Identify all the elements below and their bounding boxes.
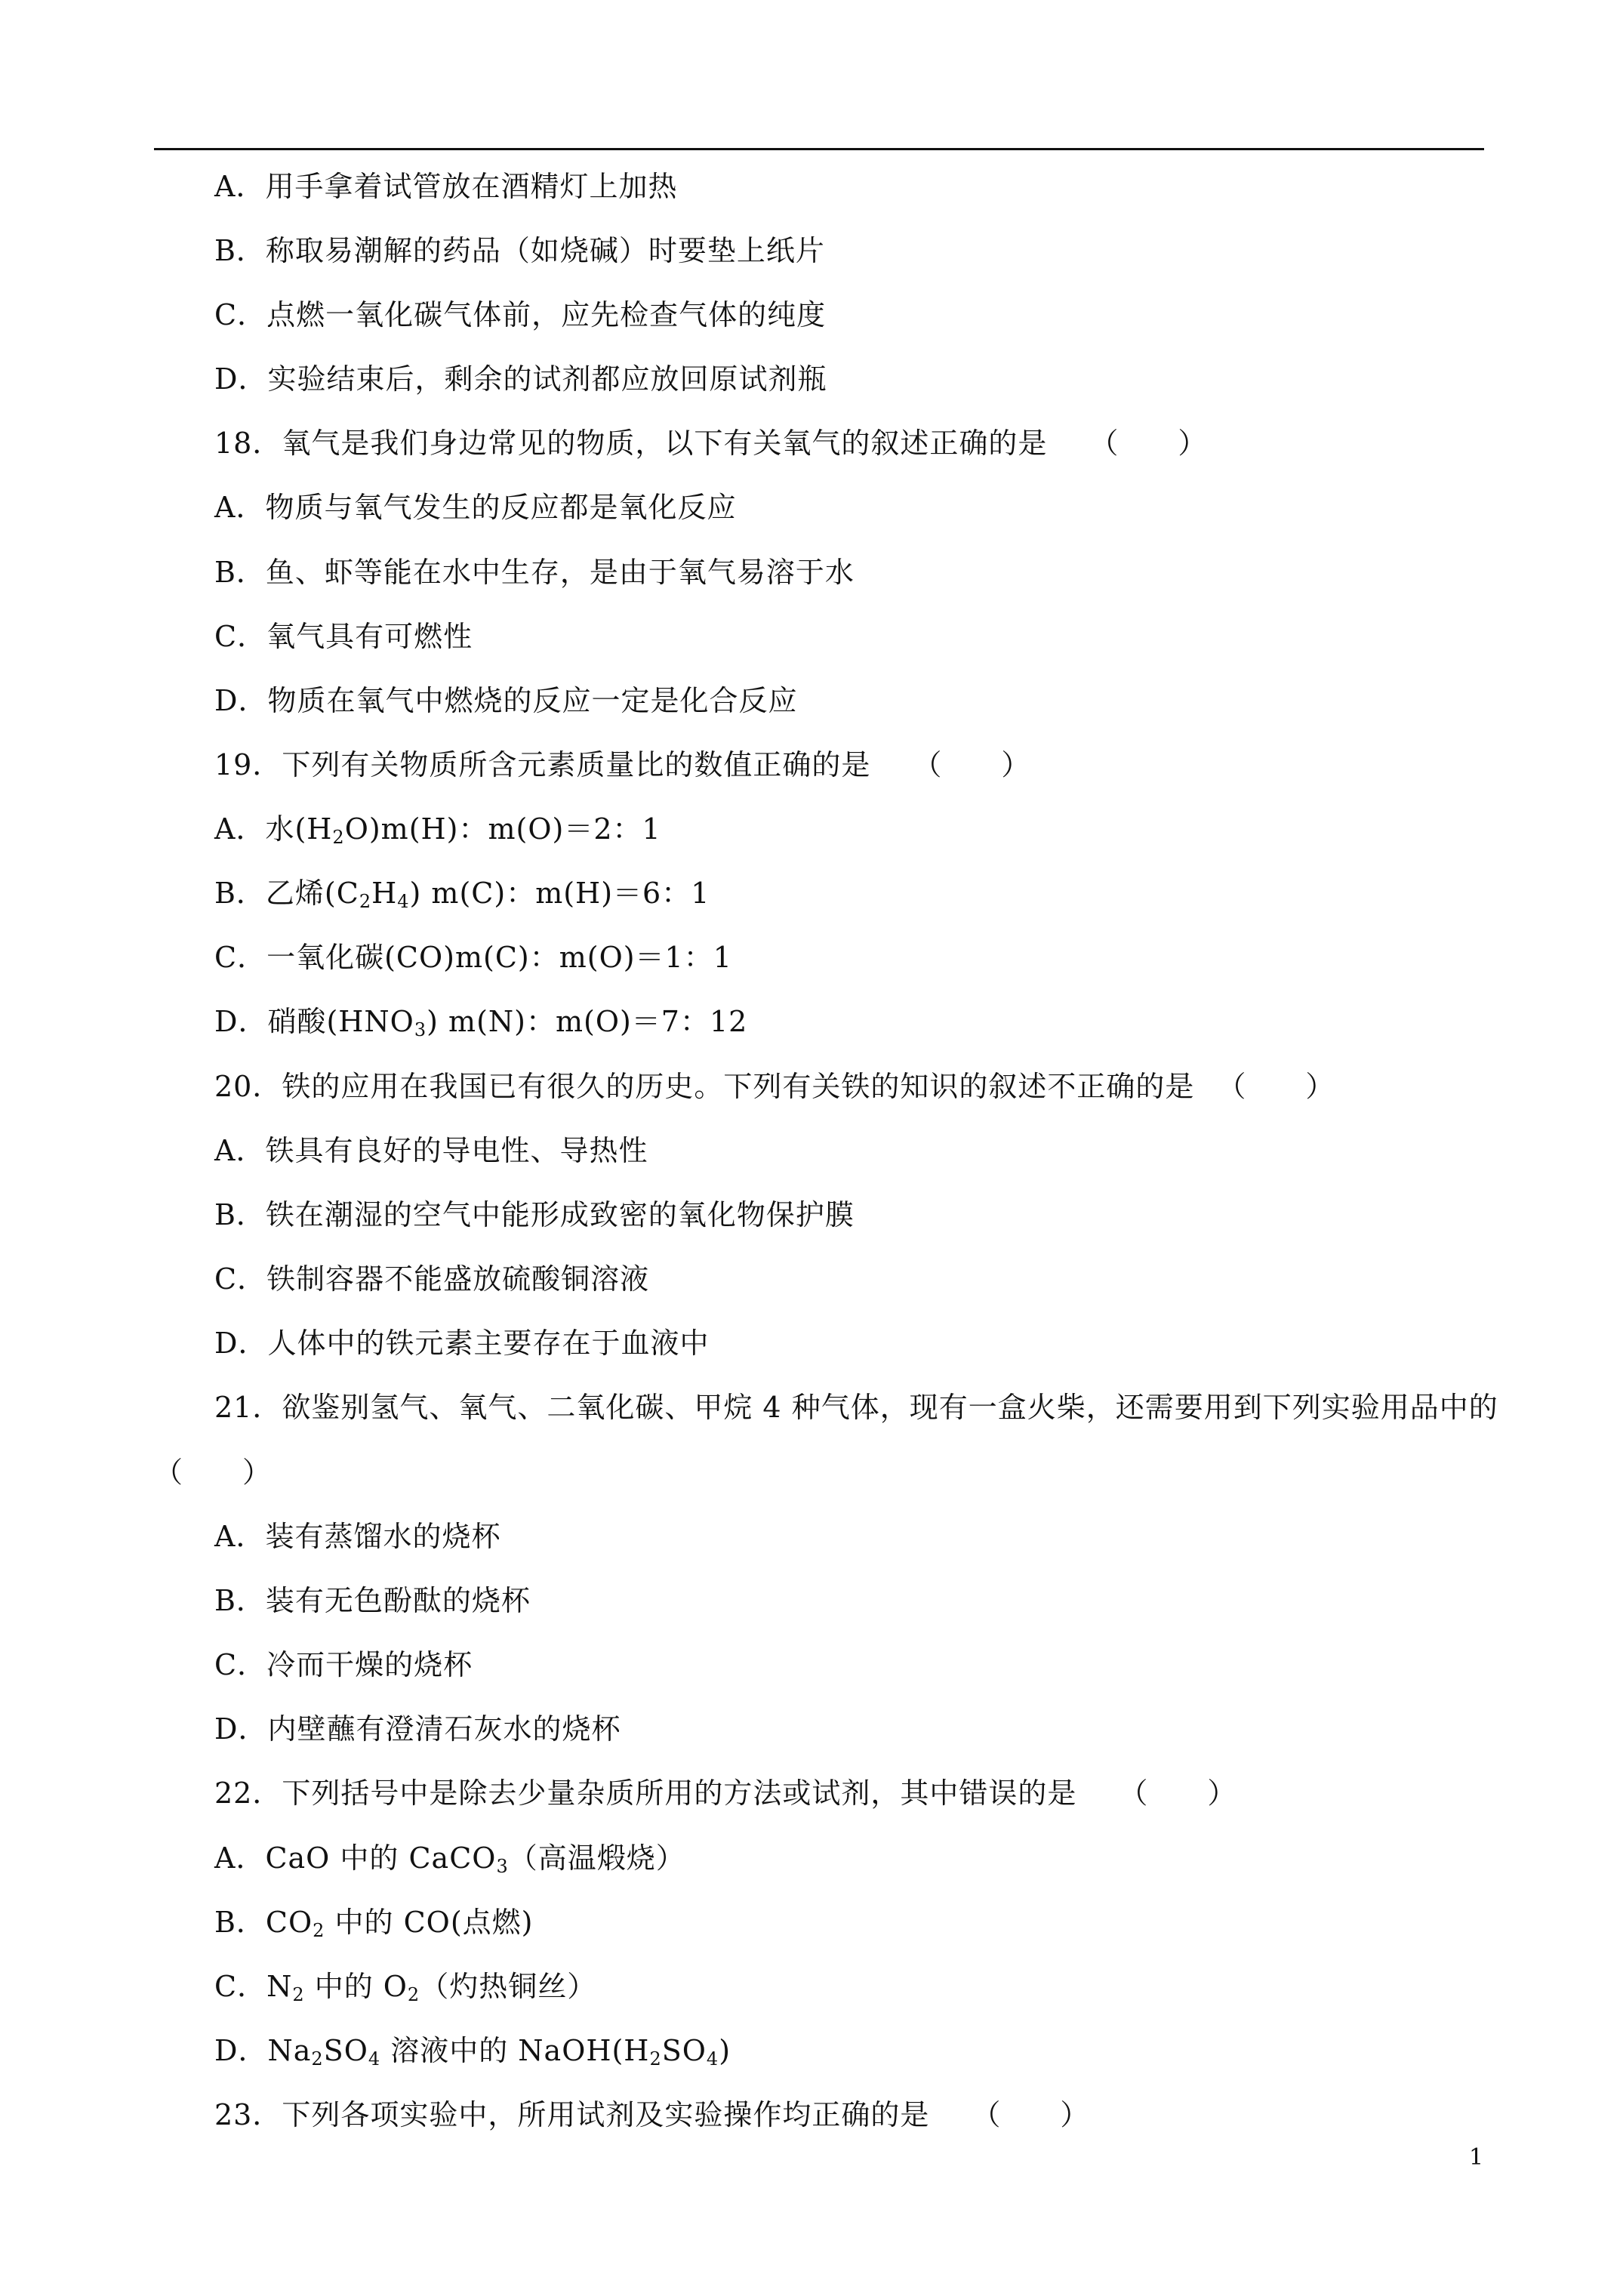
q22-d-sub2: 4 [368, 2048, 381, 2069]
q22-d-mid2: 溶液中的 NaOH(H [380, 2034, 650, 2067]
q22-stem [214, 1774, 1236, 1812]
q22-option-a [214, 1839, 685, 1877]
q22-d-sub4: 4 [706, 2048, 719, 2069]
q18-option-d: D．物质在氧气中燃烧的反应一定是化合反应 [214, 684, 798, 717]
q19-answer-paren: （ ） [913, 748, 1031, 781]
q18-stem-text: 18．氧气是我们身边常见的物质，以下有关氧气的叙述正确的是 [214, 427, 1048, 460]
q22-d-sub3: 2 [649, 2048, 662, 2069]
q22-c-sub1: 2 [292, 1984, 305, 2005]
q20-option-d: D．人体中的铁元素主要存在于血液中 [214, 1327, 710, 1360]
q22-d-mid: SO [323, 2034, 368, 2067]
q19-d-sub: 3 [414, 1019, 427, 1040]
page-number: 1 [1469, 2144, 1484, 2171]
q17-option-c: C．点燃一氧化碳气体前，应先检查气体的纯度 [214, 298, 827, 331]
q21-option-d: D．内壁蘸有澄清石灰水的烧杯 [214, 1712, 621, 1746]
q20-stem [214, 1068, 1335, 1105]
q22-a-post: （高温煅烧） [508, 1841, 685, 1875]
q18-option-a: A．物质与氧气发生的反应都是氧化反应 [214, 491, 737, 524]
q19-d-pre: D．硝酸(HNO [214, 1005, 414, 1038]
q20-option-a: A．铁具有良好的导电性、导热性 [214, 1134, 648, 1167]
q21-answer-paren: （ ） [154, 1456, 273, 1489]
q19-a-sub: 2 [332, 827, 345, 848]
q22-a-sub: 3 [496, 1856, 509, 1877]
q23-stem [214, 2096, 1089, 2134]
q20-option-b: B．铁在潮湿的空气中能形成致密的氧化物保护膜 [214, 1198, 855, 1231]
q17-option-a: A．用手拿着试管放在酒精灯上加热 [214, 170, 678, 203]
q22-option-d [214, 2032, 731, 2069]
q19-b-mid: H [371, 877, 398, 910]
q19-b-sub2: 4 [397, 891, 410, 912]
q20-stem-text: 20．铁的应用在我国已有很久的历史。下列有关铁的知识的叙述不正确的是 [214, 1070, 1195, 1103]
q19-option-d [214, 1003, 747, 1040]
q22-answer-paren: （ ） [1119, 1777, 1237, 1810]
q18-stem [214, 424, 1207, 462]
q19-option-b [214, 874, 710, 912]
q22-c-post: （灼热铜丝） [420, 1970, 597, 2003]
q18-option-c: C．氧气具有可燃性 [214, 620, 473, 653]
q22-option-b [214, 1903, 533, 1941]
header-rule [154, 148, 1484, 150]
q19-a-pre: A．水(H [214, 812, 333, 846]
q22-d-mid3: SO [661, 2034, 707, 2067]
q17-option-d: D．实验结束后，剩余的试剂都应放回原试剂瓶 [214, 362, 827, 396]
q23-answer-paren: （ ） [972, 2098, 1090, 2131]
q19-b-sub1: 2 [359, 891, 372, 912]
q22-c-sub2: 2 [407, 1984, 420, 2005]
q22-b-pre: B．CO [214, 1906, 313, 1939]
q22-option-c [214, 1968, 596, 2005]
q19-stem-text: 19．下列有关物质所含元素质量比的数值正确的是 [214, 748, 871, 781]
q22-d-pre: D．Na [214, 2034, 312, 2067]
q22-b-sub: 2 [313, 1920, 325, 1941]
q22-c-pre: C．N [214, 1970, 293, 2003]
q22-stem-text: 22．下列括号中是除去少量杂质所用的方法或试剂，其中错误的是 [214, 1777, 1077, 1810]
q22-c-mid: 中的 O [304, 1970, 408, 2003]
q19-b-post: ) m(C)：m(H)＝6：1 [409, 877, 710, 910]
q19-option-c: C．一氧化碳(CO)m(C)：m(O)＝1：1 [214, 941, 732, 974]
q18-option-b: B．鱼、虾等能在水中生存，是由于氧气易溶于水 [214, 556, 855, 589]
q17-option-b: B．称取易潮解的药品（如烧碱）时要垫上纸片 [214, 234, 825, 267]
q19-d-post: ) m(N)：m(O)＝7：12 [427, 1005, 748, 1038]
q20-option-c: C．铁制容器不能盛放硫酸铜溶液 [214, 1262, 650, 1296]
q18-answer-paren: （ ） [1089, 427, 1208, 460]
q19-stem [214, 746, 1030, 784]
q21-option-c: C．冷而干燥的烧杯 [214, 1648, 473, 1681]
q23-stem-text: 23．下列各项实验中，所用试剂及实验操作均正确的是 [214, 2098, 930, 2131]
q19-a-post: O)m(H)：m(O)＝2：1 [344, 812, 661, 846]
q21-stem: 21．欲鉴别氢气、氧气、二氧化碳、甲烷 4 种气体，现有一盒火柴，还需要用到下列实验用品中的 [214, 1391, 1498, 1424]
q19-b-pre: B．乙烯(C [214, 877, 359, 910]
q20-answer-paren: （ ） [1217, 1070, 1335, 1103]
q21-option-a: A．装有蒸馏水的烧杯 [214, 1520, 501, 1553]
q22-a-pre: A．CaO 中的 CaCO [214, 1841, 497, 1875]
q22-d-post: ) [719, 2034, 731, 2067]
q19-option-a [214, 810, 661, 848]
q22-b-post: 中的 CO(点燃) [325, 1906, 534, 1939]
q21-option-b: B．装有无色酚酞的烧杯 [214, 1584, 531, 1617]
q22-d-sub1: 2 [311, 2048, 324, 2069]
